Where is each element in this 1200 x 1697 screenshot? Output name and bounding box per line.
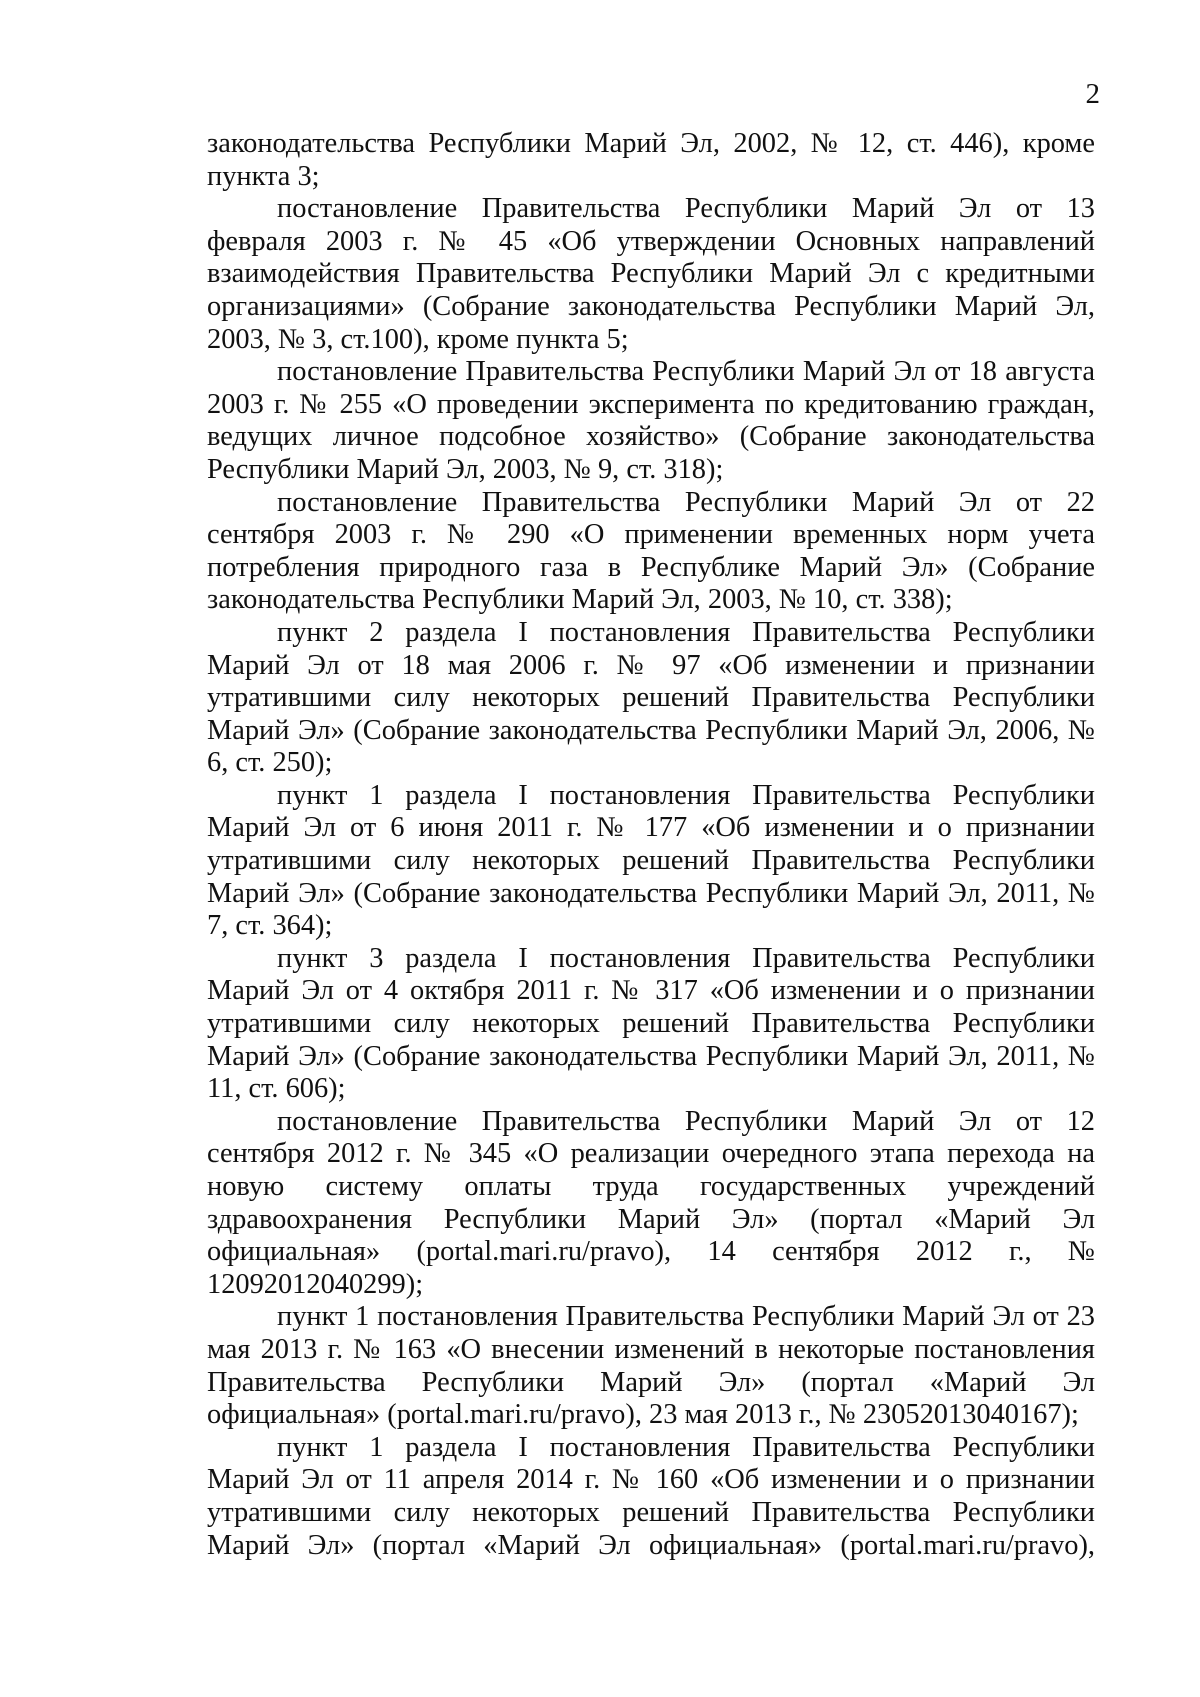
paragraph: пункт 1 раздела I постановления Правительства Республики Марий Эл от 6 июня 2011 г. № 177 «Об изменении и о признании утратившими силу некоторых решений Правительства Республики Марий Эл» (Собрание законодательства Республики Марий Эл, 2011, № 7, ст. 364); <box>207 779 1095 942</box>
page-number: 2 <box>1085 78 1100 110</box>
paragraph: постановление Правительства Республики Марий Эл от 22 сентября 2003 г. № 290 «О применении временных норм учета потребления природного газа в Республике Марий Эл» (Собрание законодательства Республики Марий Эл, 2003, № 10, ст. 338); <box>207 486 1095 616</box>
paragraph: постановление Правительства Республики Марий Эл от 18 августа 2003 г. № 255 «О проведении эксперимента по кредитованию граждан, ведущих личное подсобное хозяйство» (Собрание законодательства Республики Марий Эл, 2003, № 9, ст. 318); <box>207 356 1095 485</box>
paragraph: постановление Правительства Республики Марий Эл от 13 февраля 2003 г. № 45 «Об утверждении Основных направлений взаимодействия Правительства Республики Марий Эл с кредитными организациями» (Собрание законодательства Республики Марий Эл, 2003, № 3, ст.100), кроме пункта 5; <box>207 193 1095 355</box>
paragraph: законодательства Республики Марий Эл, 2002, № 12, ст. 446), кроме пункта 3; <box>207 128 1095 192</box>
paragraph: пункт 2 раздела I постановления Правительства Республики Марий Эл от 18 мая 2006 г. № 97 «Об изменении и признании утратившими силу некоторых решений Правительства Республики Марий Эл» (Собрание законодательства Республики Марий Эл, 2006, № 6, ст. 250); <box>207 616 1095 779</box>
document-body <box>207 128 1095 1562</box>
paragraph: пункт 1 постановления Правительства Республики Марий Эл от 23 мая 2013 г. № 163 «О внесении изменений в некоторые постановления Правительства Республики Марий Эл» (портал «Марий Эл официальная» (portal.mari.ru/pravo), 23 мая 2013 г., № 23052013040167); <box>207 1301 1095 1431</box>
paragraph: пункт 1 раздела I постановления Правительства Республики Марий Эл от 11 апреля 2014 г. № 160 «Об изменении и о признании утратившими силу некоторых решений Правительства Республики Марий Эл» (портал «Марий Эл официальная» (portal.mari.ru/pravo), <box>207 1431 1095 1561</box>
paragraph: пункт 3 раздела I постановления Правительства Республики Марий Эл от 4 октября 2011 г. № 317 «Об изменении и о признании утратившими силу некоторых решений Правительства Республики Марий Эл» (Собрание законодательства Республики Марий Эл, 2011, № 11, ст. 606); <box>207 942 1095 1105</box>
paragraph: постановление Правительства Республики Марий Эл от 12 сентября 2012 г. № 345 «О реализации очередного этапа перехода на новую систему оплаты труда государственных учреждений здравоохранения Республики Марий Эл» (портал «Марий Эл официальная» (portal.mari.ru/pravo), 14 сентября 2012 г., № 12092012040299); <box>207 1105 1095 1300</box>
